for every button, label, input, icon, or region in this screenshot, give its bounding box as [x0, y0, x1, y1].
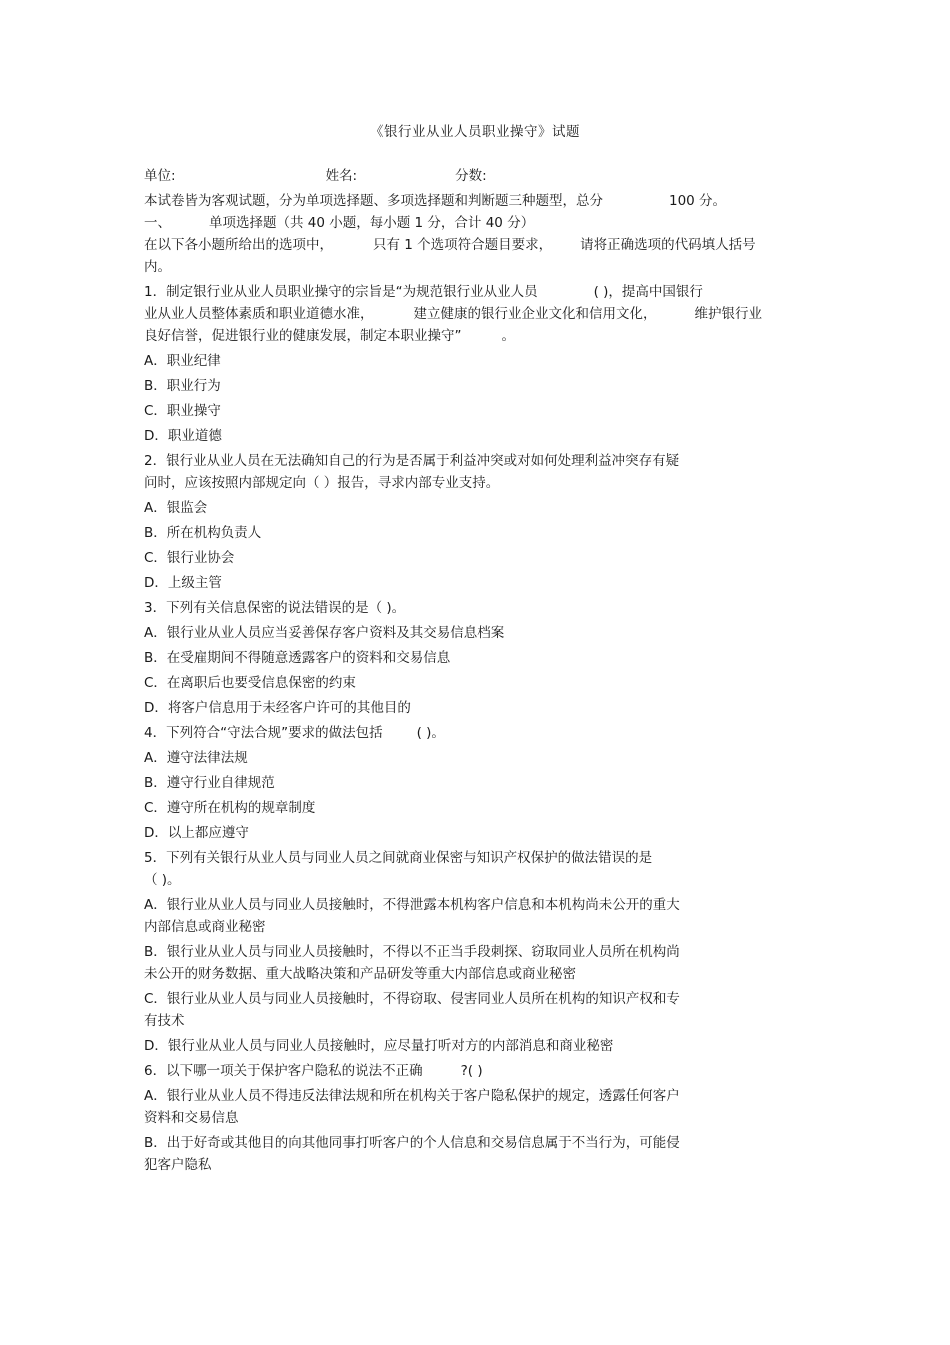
page-title: 《银行业从业人员职业操守》试题	[370, 124, 580, 140]
option: C．银行业协会	[144, 550, 235, 566]
question-1-line: 良好信誉，促进银行业的健康发展，制定本职业操守” 。	[144, 328, 515, 344]
option: B．在受雇期间不得随意透露客户的资料和交易信息	[144, 650, 451, 666]
unit-label: 单位:	[144, 168, 176, 184]
name-label: 姓名:	[325, 168, 358, 184]
option: D．上级主管	[144, 575, 222, 591]
question-5-line: （ )。	[144, 872, 181, 888]
question-3: 3．下列有关信息保密的说法错误的是（ )。	[144, 600, 406, 616]
section-heading: 一、 单项选择题（共 40 小题，每小题 1 分，合计 40 分）	[144, 215, 535, 231]
question-6: 6．以下哪一项关于保护客户隐私的说法不正确 ?( )	[144, 1063, 483, 1079]
option: B．银行业从业人员与同业人员接触时，不得以不正当手段刺探、窃取同业人员所在机构尚	[144, 944, 680, 960]
option: C．职业操守	[144, 403, 221, 419]
question-5: 5．下列有关银行从业人员与同业人员之间就商业保密与知识产权保护的做法错误的是	[144, 850, 653, 866]
option-continued: 未公开的财务数据、重大战略决策和产品研发等重大内部信息或商业秘密	[144, 966, 576, 982]
option: A．银行业从业人员应当妥善保存客户资料及其交易信息档案	[144, 625, 505, 641]
option: A．遵守法律法规	[144, 750, 248, 766]
option: C．遵守所在机构的规章制度	[144, 800, 316, 816]
question-2-line: 问时，应该按照内部规定向（ ）报告，寻求内部专业支持。	[144, 475, 500, 491]
option-continued: 有技术	[144, 1013, 185, 1029]
instruction-line: 在以下各小题所给出的选项中， 只有 1 个选项符合题目要求， 请将正确选项的代码填人括号	[144, 237, 756, 253]
intro-line: 本试卷皆为客观试题，分为单项选择题、多项选择题和判断题三种题型，总分 100 分。	[144, 193, 727, 209]
option: A．银监会	[144, 500, 208, 516]
option: C．银行业从业人员与同业人员接触时，不得窃取、侵害同业人员所在机构的知识产权和专	[144, 991, 680, 1007]
option-continued: 犯客户隐私	[144, 1157, 212, 1173]
option: D．以上都应遵守	[144, 825, 249, 841]
instruction-line: 内。	[144, 259, 171, 275]
exam-body	[144, 165, 804, 1176]
question-1-line: 业从业人员整体素质和职业道德水准， 建立健康的银行业企业文化和信用文化， 维护银行业	[144, 306, 762, 322]
option: C．在离职后也要受信息保密的约束	[144, 675, 356, 691]
question-4: 4．下列符合“守法合规”要求的做法包括 ( )。	[144, 725, 445, 741]
option: B．遵守行业自律规范	[144, 775, 275, 791]
question-2: 2．银行业从业人员在无法确知自己的行为是否属于利益冲突或对如何处理利益冲突存有疑	[144, 453, 680, 469]
header-fields	[144, 165, 804, 187]
option: D．将客户信息用于未经客户许可的其他目的	[144, 700, 411, 716]
option: D．职业道德	[144, 428, 222, 444]
score-label: 分数:	[455, 168, 487, 184]
option: A．职业纪律	[144, 353, 221, 369]
option-continued: 资料和交易信息	[144, 1110, 239, 1126]
option: D．银行业从业人员与同业人员接触时，应尽量打听对方的内部消息和商业秘密	[144, 1038, 614, 1054]
option: A．银行业从业人员与同业人员接触时，不得泄露本机构客户信息和本机构尚未公开的重大	[144, 897, 680, 913]
option-continued: 内部信息或商业秘密	[144, 919, 266, 935]
option: A．银行业从业人员不得违反法律法规和所在机构关于客户隐私保护的规定，透露任何客户	[144, 1088, 680, 1104]
question-1: 1．制定银行业从业人员职业操守的宗旨是“为规范银行业从业人员 ( )，提高中国银行	[144, 284, 703, 300]
option: B．出于好奇或其他目的向其他同事打听客户的个人信息和交易信息属于不当行为，可能侵	[144, 1135, 680, 1151]
option: B．职业行为	[144, 378, 221, 394]
option: B．所在机构负责人	[144, 525, 262, 541]
